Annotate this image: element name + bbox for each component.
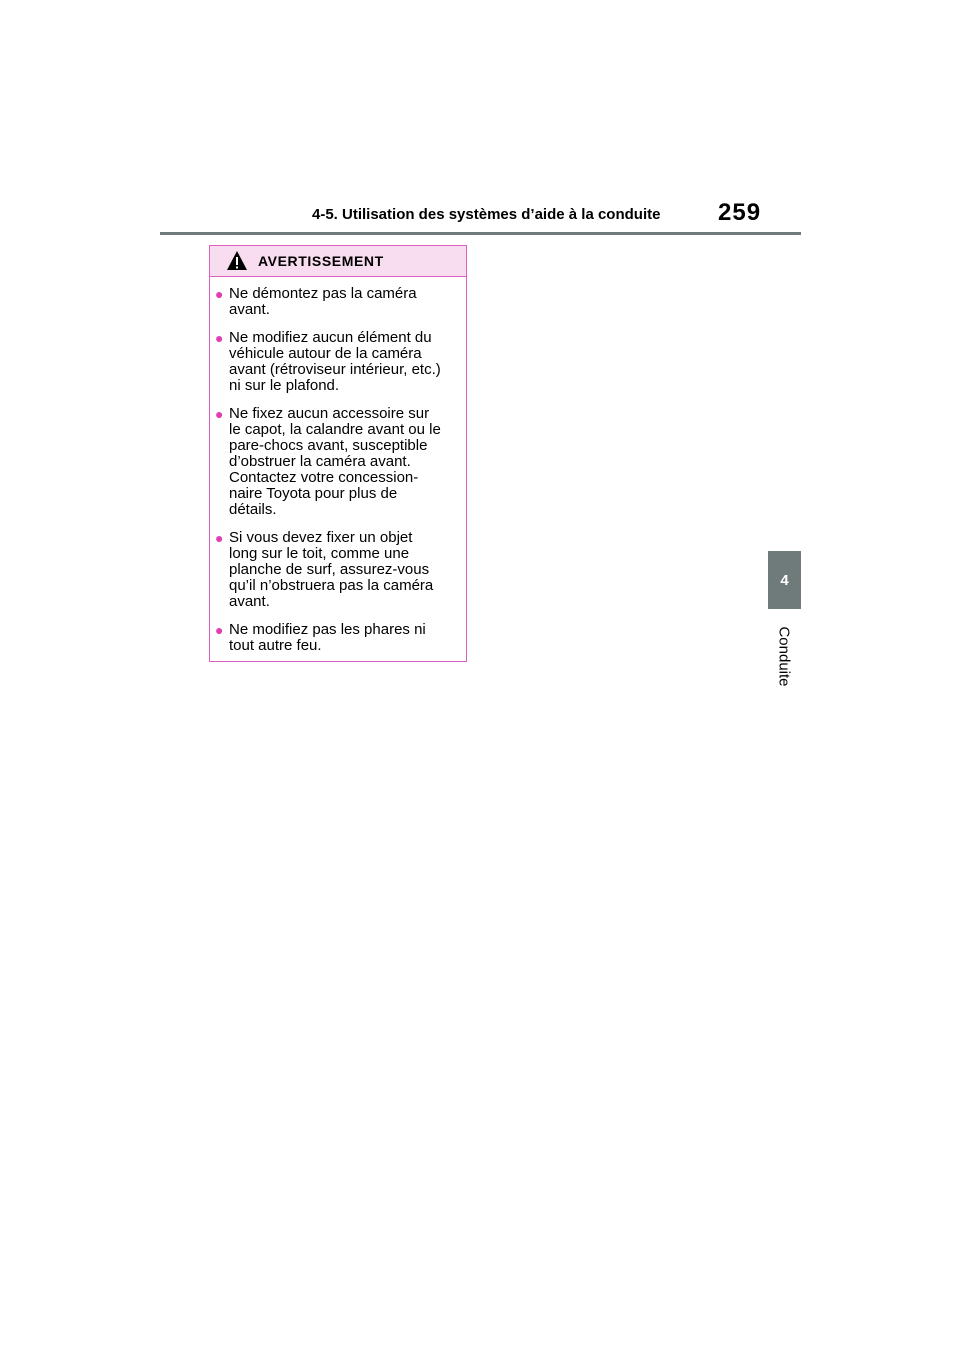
- warning-item-text: Ne modifiez aucun élément du véhicule autour de la caméra avant (rétroviseur intérieur, etc.) ni sur le plafond.: [229, 329, 441, 394]
- bullet-icon: ●: [215, 286, 224, 302]
- bullet-icon: ●: [215, 530, 224, 546]
- warning-item: [215, 622, 458, 654]
- warning-item-text: Si vous devez fixer un objet long sur le toit, comme une planche de surf, assurez-vous qu’il n’obstruera pas la caméra avant.: [229, 529, 434, 610]
- warning-item: [215, 330, 458, 394]
- bullet-icon: ●: [215, 622, 224, 638]
- chapter-tab[interactable]: [768, 551, 801, 609]
- warning-item: [215, 406, 458, 518]
- warning-triangle-icon: [226, 250, 248, 272]
- warning-item-text: Ne modifiez pas les phares ni tout autre feu.: [229, 621, 426, 654]
- header-divider: [160, 232, 801, 235]
- warning-item: [215, 530, 458, 610]
- warning-title: AVERTISSEMENT: [258, 253, 384, 269]
- warning-header: [210, 246, 466, 277]
- chapter-number: 4: [780, 571, 789, 589]
- chapter-label: Conduite: [775, 626, 793, 687]
- warning-item: [215, 286, 458, 318]
- bullet-icon: ●: [215, 406, 224, 422]
- bullet-icon: ●: [215, 330, 224, 346]
- warning-body: [210, 277, 466, 654]
- warning-item-text: Ne fixez aucun accessoire sur le capot, la calandre avant ou le pare-chocs avant, susceptible d’obstruer la caméra avant. Contactez votre concession- naire Toyota pour plus de détails.: [229, 405, 441, 518]
- page-number: 259: [718, 199, 762, 226]
- warning-item-text: Ne démontez pas la caméra avant.: [229, 285, 417, 318]
- section-title: 4-5. Utilisation des systèmes d’aide à la conduite: [312, 206, 661, 223]
- warning-box: [209, 245, 467, 662]
